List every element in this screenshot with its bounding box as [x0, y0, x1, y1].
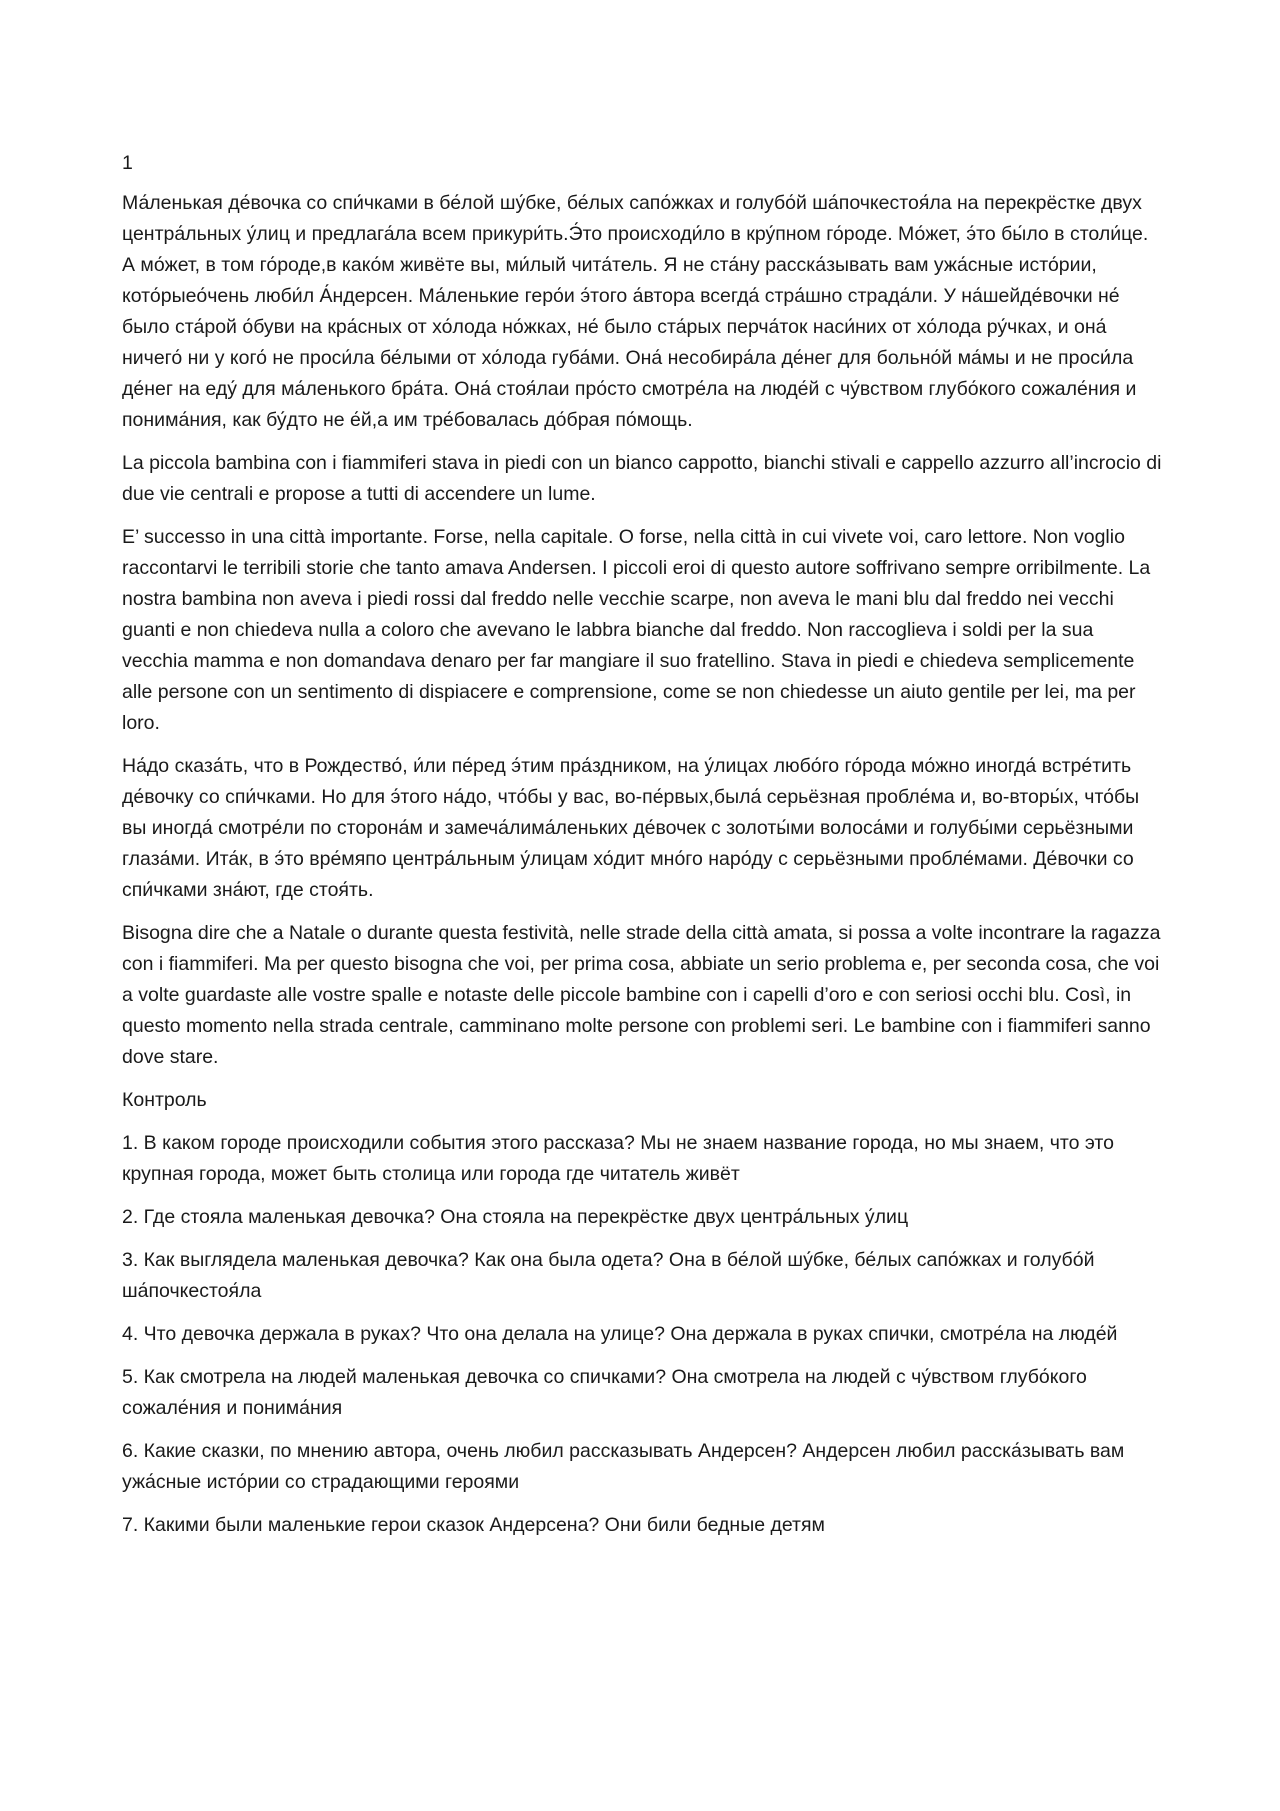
page-number: 1	[122, 152, 133, 174]
paragraph-russian-intro: Ма́ленькая де́вочка со спи́чками в бе́лой шу́бке, бе́лых сапо́жках и голубо́й ша́почкестоя́ла на перекрёстке двух центра́льных у́лиц и предлага́ла всем прикури́ть.Э́то происходи́ло в кру́пном го́роде. Мо́жет, э́то бы́ло в столи́це. А мо́жет, в том го́роде,в како́м живёте вы, ми́лый чита́тель. Я не ста́ну расска́зывать вам ужа́сные исто́рии, кото́рыео́чень люби́л А́ндерсен. Ма́ленькие геро́и э́того а́втора всегда́ стра́шно страда́ли. У на́шейде́вочки не́ было ста́рой о́буви на кра́сных от хо́лода но́жках, не́ было ста́рых перча́ток наси́них от хо́лода ру́чках, и она́ ничего́ ни у кого́ не проси́ла бе́лыми от хо́лода губа́ми. Она́ несобира́ла де́нег для больно́й ма́мы и не проси́ла де́нег на еду́ для ма́ленького бра́та. Она́ стоя́лаи про́сто смотре́ла на люде́й с чу́вством глубо́кого сожале́ния и понима́ния, как бу́дто не е́й,а им тре́бовалась до́брая по́мощь.	[122, 192, 1149, 431]
section-heading-control: Контроль	[122, 1089, 207, 1111]
document-body	[122, 148, 1162, 1553]
paragraph-russian-christmas: На́до сказа́ть, что в Рождество́, и́ли пе́ред э́тим пра́здником, на у́лицах любо́го го́рода мо́жно иногда́ встре́тить де́вочку со спи́чками. Но для э́того на́до, что́бы у вас, во-пе́рвых,была́ серьёзная пробле́ма и, во-вторы́х, что́бы вы иногда́ смотре́ли по сторона́м и замеча́лима́леньких де́вочек с золоты́ми волоса́ми и голубы́ми серьёзными глаза́ми. Ита́к, в э́то вре́мяпо центра́льным у́лицам хо́дит мно́го наро́ду с серьёзными пробле́мами. Де́вочки со спи́чками зна́ют, где стоя́ть.	[122, 755, 1140, 901]
question-item: 6. Какие сказки, по мнению автора, очень любил рассказывать Андерсен? Андерсен любил расска́зывать вам ужа́сные исто́рии со страдающими героями	[122, 1440, 1125, 1493]
paragraph-italian-christmas: Bisogna dire che a Natale o durante questa festività, nelle strade della città amata, si possa a volte incontrare la ragazza con i fiammiferi. Ma per questo bisogna che voi, per prima cosa, abbiate un serio problema e, per seconda cosa, che voi a volte guardaste alle vostre spalle e notaste delle piccole bambine con i capelli d’oro e con seriosi occhi blu. Così, in questo momento nella strada centrale, camminano molte persone con problemi seri. Le bambine con i fiammiferi sanno dove stare.	[122, 922, 1161, 1068]
question-item: 2. Где стояла маленькая девочка? Она стояла на перекрёстке двух центра́льных у́лиц	[122, 1206, 909, 1228]
paragraph-italian-story: E’ successo in una città importante. Forse, nella capitale. O forse, nella città in cui vivete voi, caro lettore. Non voglio raccontarvi le terribili storie che tanto amava Andersen. I piccoli eroi di questo autore soffrivano sempre orribilmente. La nostra bambina non aveva i piedi rossi dal freddo nelle vecchie scarpe, non aveva le mani blu dal freddo nei vecchi guanti e non chiedeva nulla a coloro che avevano le labbra bianche dal freddo. Non raccoglieva i soldi per la sua vecchia mamma e non domandava denaro per far mangiare il suo fratellino. Stava in piedi e chiedeva semplicemente alle persone con un sentimento di dispiacere e comprensione, come se non chiedesse un aiuto gentile per lei, ma per loro.	[122, 526, 1151, 734]
question-item: 4. Что девочка держала в руках? Что она делала на улице? Она держала в руках спички, смотре́ла на люде́й	[122, 1323, 1118, 1345]
paragraph-italian-intro: La piccola bambina con i fiammiferi stava in piedi con un bianco cappotto, bianchi stivali e cappello azzurro all’incrocio di due vie centrali e propose a tutti di accendere un lume.	[122, 452, 1162, 505]
question-item: 1. В каком городе происходили события этого рассказа? Мы не знаем название города, но мы знаем, что это крупная города, может быть столица или города где читатель живёт	[122, 1132, 1114, 1185]
question-item: 3. Как выглядела маленькая девочка? Как она была одета? Она в бе́лой шу́бке, бе́лых сапо́жках и голубо́й ша́почкестоя́ла	[122, 1249, 1095, 1302]
question-item: 7. Какими были маленькие герои сказок Андерсена? Они били бедные детям	[122, 1514, 825, 1536]
question-item: 5. Как смотрела на людей маленькая девочка со спичками? Она смотрела на людей с чу́вством глубо́кого сожале́ния и понима́ния	[122, 1366, 1087, 1419]
